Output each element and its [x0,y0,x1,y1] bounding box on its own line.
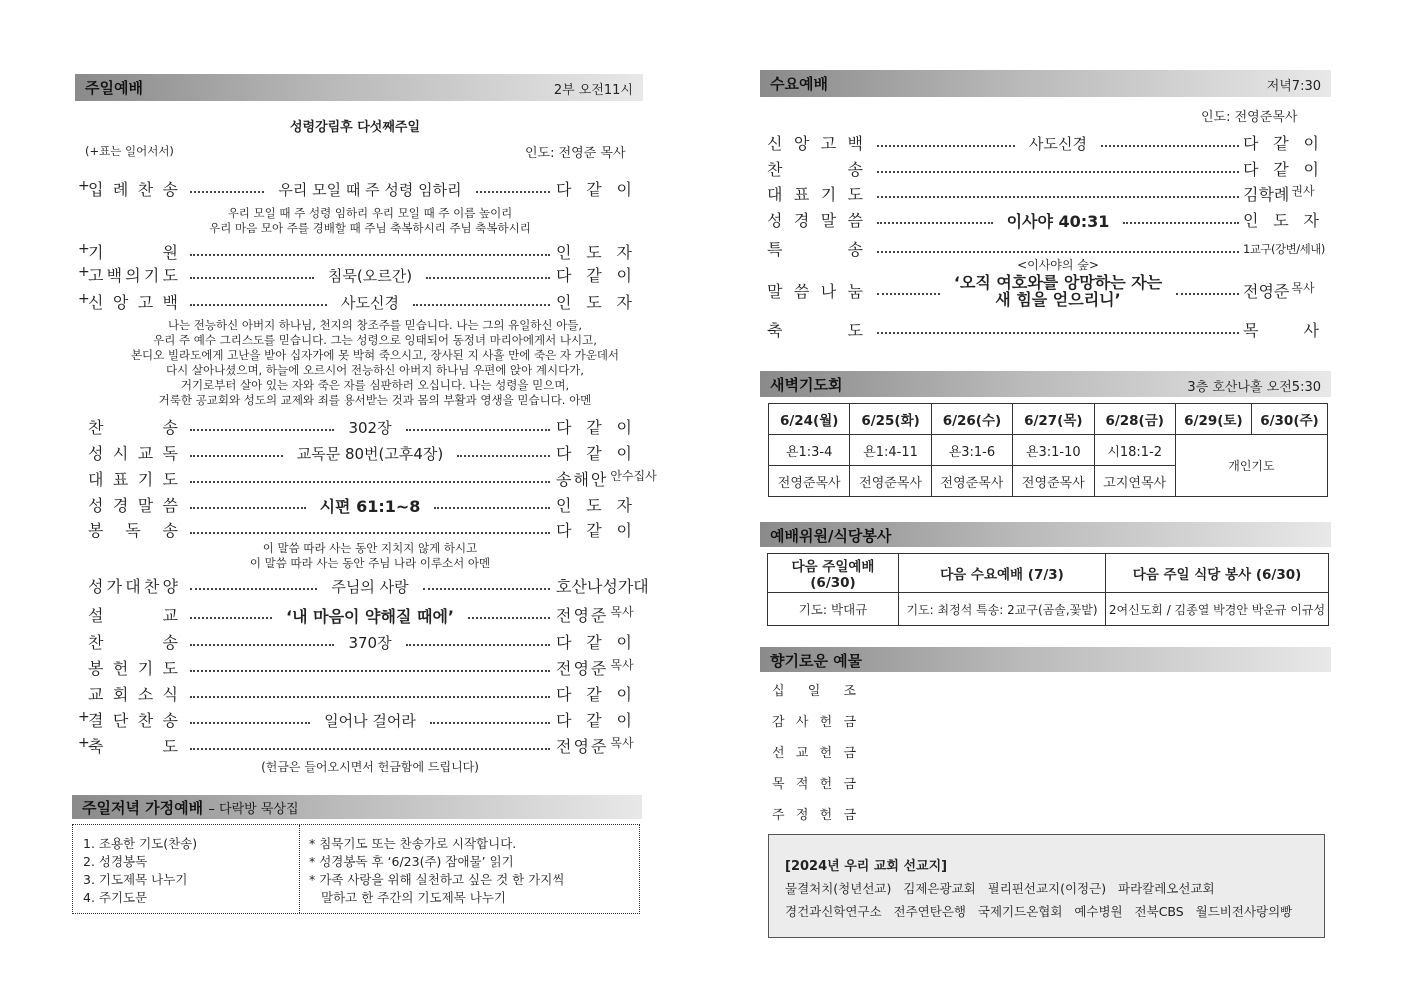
dot-leader [877,182,1239,206]
order-label: 찬 송 [767,160,863,179]
servers-sunday-value: 기도: 박대규 [768,593,899,626]
order-person: 다 같 이 [556,266,632,285]
order-item [78,630,638,656]
order-person: 목 사 [1243,321,1319,340]
order-label: 봉 독 송 [88,521,178,540]
evening-subtitle: – 다락방 묵상집 [208,802,299,817]
order-person: 인 도 자 [556,243,632,262]
order-label: 특 송 [767,240,863,259]
order-item [78,708,638,734]
evening-title-wrap [82,797,299,818]
dot-leader [190,493,550,517]
dawn-day: 6/27(목) [1013,404,1094,435]
order-person: 다 같 이 [1243,160,1319,179]
dawn-leader: 전영준목사 [1013,466,1094,497]
creed-line: 본디오 빌라도에게 고난을 받아 십자가에 못 박혀 죽으시고, 장사된 지 사흘 만에 죽은 자 가운데서 [130,348,620,362]
order-label: 봉 헌 기 도 [88,659,178,678]
wednesday-header [760,70,1331,97]
order-item [78,493,638,519]
servers-title: 예배위원/식당봉사 [770,527,892,545]
offering-item: 주 정 헌 금 [772,808,856,823]
order-item [767,257,1327,309]
standing-mark: + [78,241,90,257]
dot-leader [877,318,1239,342]
order-label: 축 도 [767,321,863,340]
dot-leader [877,131,1239,155]
person-name: 전영준 [556,737,609,756]
order-person: 인 도 자 [1243,211,1319,230]
order-label: 고 백 의 기 도 [88,266,178,285]
order-label: 대 표 기 도 [88,470,178,489]
mission-title: [2024년 우리 교회 선교지] [785,859,948,874]
sunday-time: 2부 오전11시 [553,83,633,98]
order-item [78,441,638,467]
servers-value-row [768,593,1329,626]
servers-kitchen-value: 2여신도회 / 김종열 박경안 박운규 이규성 [1106,593,1329,626]
order-person: 인 도 자 [556,293,632,312]
order-item [78,603,638,629]
order-label: 신 앙 고 백 [767,134,863,153]
order-label: 성 시 교 독 [88,444,178,463]
mission-box [768,834,1325,938]
order-item [767,157,1327,183]
dot-leader [877,257,1239,309]
dot-leader [190,682,550,706]
creed-line: 나는 전능하신 아버지 하나님, 천지의 창조주를 믿습니다. 나는 그의 유일하신 아들, [167,318,583,332]
order-content: 사도신경 [1029,134,1087,153]
person-title: 목사 [610,658,634,672]
servers-header-row [768,554,1329,593]
sermon-series: <이사야의 숲> [1017,257,1099,272]
lyrics-line: 우리 모일 때 주 성령 임하리 우리 모일 때 주 이름 높이리 [227,206,513,220]
wednesday-time: 저녁7:30 [1266,79,1321,94]
servers-header [760,522,1331,547]
lyrics-line: 우리 마음 모아 주를 경배할 때 주님 축복하시리 주님 축복하시리 [209,221,531,235]
evening-header [72,795,642,819]
servers-col-sunday: 다음 주일예배 (6/30) [768,554,899,593]
order-label: 결 단 찬 송 [88,711,178,730]
dot-leader [190,240,550,264]
note-item: 말하고 한 주간의 기도제목 나누기 [321,890,506,905]
creed-line: 거룩한 공교회와 성도의 교제와 죄를 용서받는 것과 몸의 부활과 영생을 믿습니다. 아멘 [158,393,592,407]
order-label: 대 표 기 도 [767,185,863,204]
mission-line-2: 경건과신학연구소 전주연탄은행 국제기드온협회 예수병원 전북CBS 월드비전사랑의빵 [785,904,1293,919]
lyrics-line: 이 말씀 따라 사는 동안 주님 나라 이루소서 아멘 [249,556,491,570]
person-name: 전영준 [556,659,609,678]
dawn-passage: 욘1:3-4 [769,435,850,466]
lyrics-line: 이 말씀 따라 사는 동안 지치지 않게 하시고 [262,541,478,555]
person-name: 전영준 [1243,282,1290,301]
standing-mark: + [78,178,90,194]
order-item [78,734,638,760]
order-label: 찬 송 [88,418,178,437]
order-person [556,656,634,679]
order-person [1243,182,1315,205]
step-item: 3. 기도제목 나누기 [83,872,188,887]
dawn-leader: 고지연목사 [1094,466,1175,497]
person-title: 목사 [1291,281,1315,295]
wednesday-title: 수요예배 [770,75,828,93]
order-item [767,208,1327,234]
offering-note: (헌금은 들어오시면서 헌금함에 드립니다) [261,760,479,774]
order-content: 370장 [348,633,392,652]
order-label: 성 경 말 씀 [88,496,178,515]
order-item [78,263,638,289]
order-content: 우리 모일 때 주 성령 임하리 [278,180,462,199]
order-content: ‘내 마음이 약해질 때에’ [286,606,454,626]
person-title: 권사 [1291,184,1315,198]
person-name: 송해안 [556,470,609,489]
evening-title: 주일저녁 가정예배 [82,799,204,817]
order-label: 기 원 [88,243,178,262]
person-name: 김학례 [1243,185,1290,204]
standing-mark: + [78,291,90,307]
order-person: 다 같 이 [556,521,632,540]
note-item: * 성경봉독 후 ‘6/23(주) 잠애물’ 읽기 [309,854,514,869]
person-title: 목사 [610,605,634,619]
order-content: 302장 [348,418,392,437]
order-person: 다 같 이 [556,633,632,652]
creed-line: 우리 주 예수 그리스도를 믿습니다. 그는 성령으로 잉태되어 동정녀 마리아에게서 나시고, [153,333,597,347]
person-name: 1교구(강변/세내) [1243,242,1325,256]
order-content: 주님의 사랑 [331,577,409,596]
dawn-passage: 욘3:1-6 [931,435,1012,466]
person-name: 전영준 [556,606,609,625]
dawn-day: 6/30(주) [1251,404,1327,435]
dawn-passage: 욘3:1-10 [1013,435,1094,466]
standing-note: (+표는 일어서서) [85,144,174,158]
order-person: 다 같 이 [1243,134,1319,153]
dawn-leader: 전영준목사 [769,466,850,497]
evening-box [72,824,640,914]
standing-mark: + [78,264,90,280]
dawn-schedule-table [768,403,1328,497]
dawn-leader: 전영준목사 [931,466,1012,497]
dawn-time: 3층 호산나홀 오전5:30 [1187,380,1321,395]
order-content: 시편 61:1~8 [319,496,421,516]
dot-leader [190,290,550,314]
order-content [940,257,1176,309]
sunday-subtitle: 성령강림후 다섯째주일 [289,120,421,135]
order-person [1243,237,1325,257]
order-item [767,318,1327,344]
sermon-title-line: 새 힘을 얻으리니’ [995,289,1121,309]
order-item [78,415,638,441]
order-content: 교독문 80번(고후4장) [296,444,444,463]
offering-item: 십 일 조 [772,684,856,699]
offering-title: 향기로운 예물 [770,652,863,670]
order-content: 일어나 걸어라 [324,711,416,730]
order-person: 인 도 자 [556,496,632,515]
step-item: 1. 조용한 기도(찬송) [83,836,198,851]
order-item [767,182,1327,208]
order-item [78,656,638,682]
order-content: 사도신경 [341,293,399,312]
offering-header [760,647,1331,672]
dawn-day: 6/28(금) [1094,404,1175,435]
person-title: 목사 [610,736,634,750]
creed-line: 거기로부터 살아 있는 자와 죽은 자를 심판하러 오십니다. 나는 성령을 믿으며, [180,378,570,392]
order-item [78,177,638,203]
offering-item: 감 사 헌 금 [772,715,856,730]
order-person [1243,279,1315,302]
order-person: 다 같 이 [556,711,632,730]
dot-leader [190,263,550,287]
offering-item: 목 적 헌 금 [772,777,856,792]
order-label: 교 회 소 식 [88,685,178,704]
dawn-day: 6/26(수) [931,404,1012,435]
dawn-passage: 욘1:4-11 [850,435,931,466]
order-person [556,467,657,490]
order-item [78,574,649,600]
servers-wednesday-value: 기도: 최정석 특송: 2교구(곰솔,꽃밭) [899,593,1106,626]
order-item [767,131,1327,157]
order-label: 말 씀 나 눔 [767,282,863,301]
order-content: 침묵(오르간) [327,266,413,285]
dawn-weekend: 개인기도 [1175,435,1327,497]
dot-leader [877,157,1239,181]
apostles-creed [85,318,665,408]
standing-mark: + [78,709,90,725]
order-label: 축 도 [88,737,178,756]
dawn-days-row [769,404,1328,435]
sermon-title-line: ‘오직 여호와를 앙망하는 자는 [953,272,1163,292]
dot-leader [190,708,550,732]
step-item: 2. 성경봉독 [83,854,148,869]
order-label: 성 가 대 찬 양 [88,577,178,596]
order-item [78,467,657,493]
order-label: 찬 송 [88,633,178,652]
mission-line-1: 물결처치(청년선교) 김제은광교회 필리핀선교지(이정근) 파라칼레오선교회 [785,881,1215,896]
order-label: 신 앙 고 백 [88,293,178,312]
entrance-lyrics [150,206,590,236]
dawn-passage: 시18:1-2 [1094,435,1175,466]
servers-col-kitchen: 다음 주일 식당 봉사 (6/30) [1106,554,1329,593]
standing-mark: + [78,735,90,751]
order-person: 다 같 이 [556,685,632,704]
dot-leader [877,208,1239,232]
dawn-title: 새벽기도회 [770,376,843,394]
order-person: 다 같 이 [556,444,632,463]
evening-steps [83,835,197,907]
step-item: 4. 주기도문 [83,890,148,905]
wednesday-leader: 인도: 전영준목사 [1201,110,1298,125]
reading-song-lyrics [150,541,590,571]
sunday-title: 주일예배 [85,79,143,97]
dot-leader [190,415,550,439]
order-person: 다 같 이 [556,418,632,437]
dawn-day: 6/29(토) [1175,404,1251,435]
sunday-leader: 인도: 전영준 목사 [525,146,626,161]
evening-divider [299,825,300,913]
dawn-passage-row [769,435,1328,466]
offering-item: 선 교 헌 금 [772,746,856,761]
order-person [556,603,634,626]
servers-col-wednesday: 다음 수요예배 (7/3) [899,554,1106,593]
order-person [556,574,649,597]
order-label: 성 경 말 씀 [767,211,863,230]
evening-notes [309,835,564,907]
dot-leader [190,630,550,654]
dawn-header [760,371,1331,397]
order-item [78,682,638,708]
dot-leader [190,656,550,680]
person-title: 안수집사 [610,469,657,483]
sunday-header [75,74,643,101]
dot-leader [190,574,550,598]
order-content: 이사야 40:31 [1006,211,1110,231]
servers-table [767,553,1329,626]
dot-leader [190,441,550,465]
dawn-day: 6/24(월) [769,404,850,435]
person-name: 호산나성가대 [556,577,649,596]
dot-leader [190,177,550,201]
note-item: * 침묵기도 또는 찬송가로 시작합니다. [309,836,517,851]
order-item [78,290,638,316]
dot-leader [190,734,550,758]
dot-leader [190,467,550,491]
dot-leader [190,603,550,627]
order-label: 입 례 찬 송 [88,180,178,199]
dot-leader [190,518,550,542]
note-item: * 가족 사랑을 위해 실천하고 싶은 것 한 가지씩 [309,872,565,887]
order-label: 설 교 [88,606,178,625]
order-person [556,734,634,757]
order-person: 다 같 이 [556,180,632,199]
dawn-day: 6/25(화) [850,404,931,435]
creed-line: 다시 살아나셨으며, 하늘에 오르시어 전능하신 아버지 하나님 우편에 앉아 계시다가, [166,363,584,377]
dawn-leader: 전영준목사 [850,466,931,497]
